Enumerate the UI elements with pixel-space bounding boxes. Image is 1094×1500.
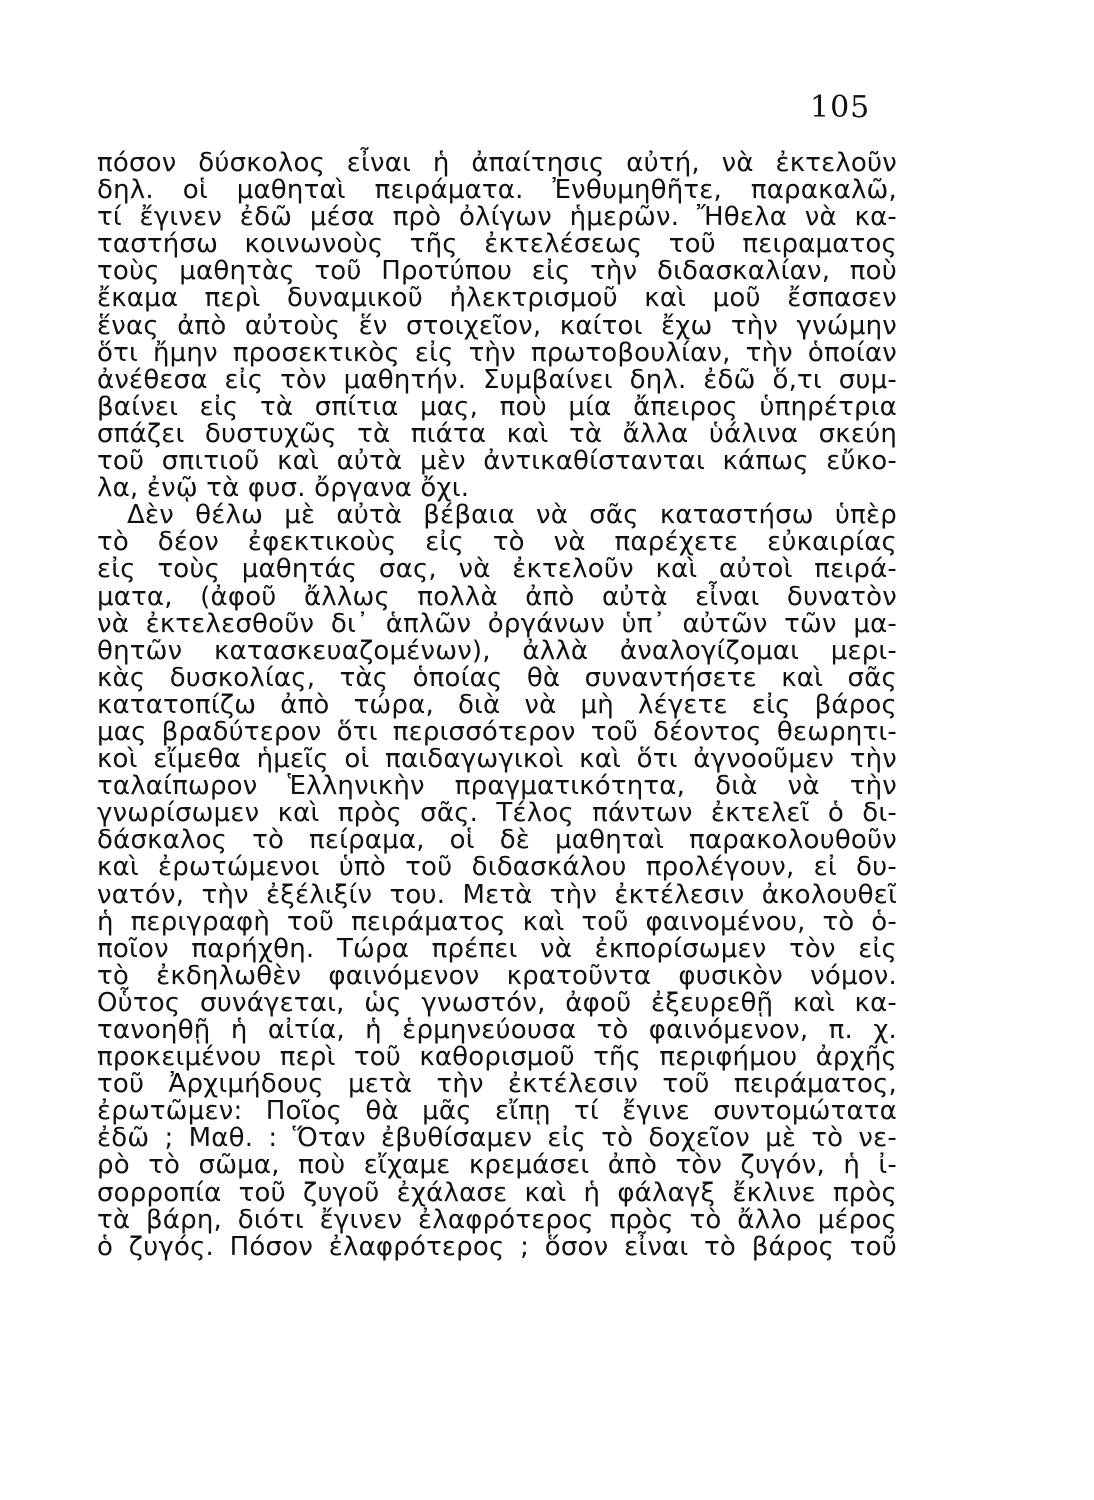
text-line: βαίνει εἰς τὰ σπίτια μας, ποὺ μία ἄπειρος ὑπηρέτρια bbox=[97, 391, 897, 422]
text-line: τοῦ Ἀρχιμήδους μετὰ τὴν ἐκτέλεσιν τοῦ πειράματος, bbox=[97, 1069, 897, 1100]
text-line: ἐδῶ ; Μαθ. : Ὅταν ἐβυθίσαμεν εἰς τὸ δοχεῖον μὲ τὸ νε- bbox=[97, 1123, 897, 1154]
text-line: ποῖον παρήχθη. Τώρα πρέπει νὰ ἐκπορίσωμεν τὸν εἰς bbox=[97, 933, 897, 964]
text-line: Δὲν θέλω μὲ αὐτὰ βέβαια νὰ σᾶς καταστήσω ὑπὲρ bbox=[127, 500, 897, 531]
text-line: ἡ περιγραφὴ τοῦ πειράματος καὶ τοῦ φαινομένου, τὸ ὁ- bbox=[97, 906, 897, 937]
text-line: τὸ δέον ἐφεκτικοὺς εἰς τὸ νὰ παρέχετε εὐκαιρίας bbox=[97, 527, 897, 558]
text-line: δάσκαλος τὸ πείραμα, οἱ δὲ μαθηταὶ παρακολουθοῦν bbox=[97, 825, 897, 856]
paragraph bbox=[97, 150, 897, 502]
text-line: προκειμένου περὶ τοῦ καθορισμοῦ τῆς περιφήμου ἀρχῆς bbox=[97, 1042, 897, 1073]
text-line: νὰ ἐκτελεσθοῦν δι᾽ ἁπλῶν ὀργάνων ὑπ᾽ αὐτῶν τῶν μα- bbox=[97, 608, 897, 639]
text-line: σορροπία τοῦ ζυγοῦ ἐχάλασε καὶ ἡ φάλαγξ ἔκλινε πρὸς bbox=[97, 1177, 897, 1208]
text-line: λα, ἐνῷ τὰ φυσ. ὄργανα ὄχι. bbox=[97, 473, 470, 504]
text-line: τανοηθῇ ἡ αἰτία, ἡ ἑρμηνεύουσα τὸ φαινόμενον, π. χ. bbox=[97, 1015, 897, 1045]
paragraph bbox=[97, 502, 897, 1261]
page-number: 105 bbox=[810, 90, 871, 125]
text-line: τὰ βάρη, διότι ἔγινεν ἐλαφρότερος πρὸς τὸ ἄλλο μέρος bbox=[97, 1204, 897, 1235]
text-line: τί ἔγινεν ἐδῶ μέσα πρὸ ὀλίγων ἡμερῶν. Ἤθελα νὰ κα- bbox=[97, 202, 897, 233]
text-line: τοὺς μαθητὰς τοῦ Προτύπου εἰς τὴν διδασκαλίαν, ποὺ bbox=[97, 256, 897, 287]
text-line: νατόν, τὴν ἐξέλιξίν του. Μετὰ τὴν ἐκτέλεσιν ἀκολουθεῖ bbox=[97, 879, 897, 910]
text-line: τοῦ σπιτιοῦ καὶ αὐτὰ μὲν ἀντικαθίστανται κάπως εὔκο- bbox=[97, 446, 897, 477]
text-line: εἰς τοὺς μαθητάς σας, νὰ ἐκτελοῦν καὶ αὐτοὶ πειρά- bbox=[97, 554, 897, 585]
text-line: μας βραδύτερον ὅτι περισσότερον τοῦ δέοντος θεωρητι- bbox=[97, 716, 897, 747]
text-line: ταστήσω κοινωνοὺς τῆς ἐκτελέσεως τοῦ πειραματος bbox=[97, 229, 897, 260]
text-line: κοὶ εἴμεθα ἡμεῖς οἱ παιδαγωγικοὶ καὶ ὅτι ἀγνοοῦμεν τὴν bbox=[97, 744, 897, 775]
text-line: καὶ ἐρωτώμενοι ὑπὸ τοῦ διδασκάλου προλέγουν, εἰ δυ- bbox=[97, 852, 897, 883]
text-line: πόσον δύσκολος εἶναι ἡ ἀπαίτησις αὐτή, νὰ ἐκτελοῦν bbox=[97, 148, 897, 178]
text-line: ὅτι ἤμην προσεκτικὸς εἰς τὴν πρωτοβουλίαν, τὴν ὁποίαν bbox=[97, 337, 897, 368]
text-line: ἕνας ἀπὸ αὐτοὺς ἕν στοιχεῖον, καίτοι ἔχω τὴν γνώμην bbox=[97, 310, 897, 341]
text-line: κὰς δυσκολίας, τὰς ὁποίας θὰ συναντήσετε καὶ σᾶς bbox=[97, 662, 897, 693]
text-line: γνωρίσωμεν καὶ πρὸς σᾶς. Τέλος πάντων ἐκτελεῖ ὁ δι- bbox=[97, 798, 897, 829]
text-line: ἐρωτῶμεν: Ποῖος θὰ μᾶς εἴπῃ τί ἔγινε συντομώτατα bbox=[97, 1096, 897, 1127]
text-line: ἀνέθεσα εἰς τὸν μαθητήν. Συμβαίνει δηλ. ἐδῶ ὅ,τι συμ- bbox=[97, 364, 897, 395]
text-line: ταλαίπωρον Ἑλληνικὴν πραγματικότητα, διὰ νὰ τὴν bbox=[97, 771, 897, 802]
text-line: σπάζει δυστυχῶς τὰ πιάτα καὶ τὰ ἄλλα ὑάλινα σκεύη bbox=[97, 418, 897, 449]
text-line: θητῶν κατασκευαζομένων), ἀλλὰ ἀναλογίζομαι μερι- bbox=[97, 635, 897, 666]
text-line: κατατοπίζω ἀπὸ τώρα, διὰ νὰ μὴ λέγετε εἰς βάρος bbox=[97, 689, 897, 720]
text-line: τὸ ἐκδηλωθὲν φαινόμενον κρατοῦντα φυσικὸν νόμον. bbox=[97, 960, 897, 991]
text-line: ματα, (ἀφοῦ ἄλλως πολλὰ ἀπὸ αὐτὰ εἶναι δυνατὸν bbox=[97, 581, 897, 612]
text-line: ὁ ζυγός. Πόσον ἐλαφρότερος ; ὅσον εἶναι τὸ βάρος τοῦ bbox=[97, 1231, 897, 1262]
text-line: ἔκαμα περὶ δυναμικοῦ ἠλεκτρισμοῦ καὶ μοῦ ἔσπασεν bbox=[97, 283, 897, 314]
text-line: Οὗτος συνάγεται, ὡς γνωστόν, ἀφοῦ ἐξευρεθῇ καὶ κα- bbox=[97, 987, 897, 1018]
text-line: ρὸ τὸ σῶμα, ποὺ εἴχαμε κρεμάσει ἀπὸ τὸν ζυγόν, ἡ ἰ- bbox=[97, 1150, 897, 1181]
text-line: δηλ. οἱ μαθηταὶ πειράματα. Ἐνθυμηθῆτε, παρακαλῶ, bbox=[97, 175, 897, 206]
body-text bbox=[97, 150, 897, 1261]
